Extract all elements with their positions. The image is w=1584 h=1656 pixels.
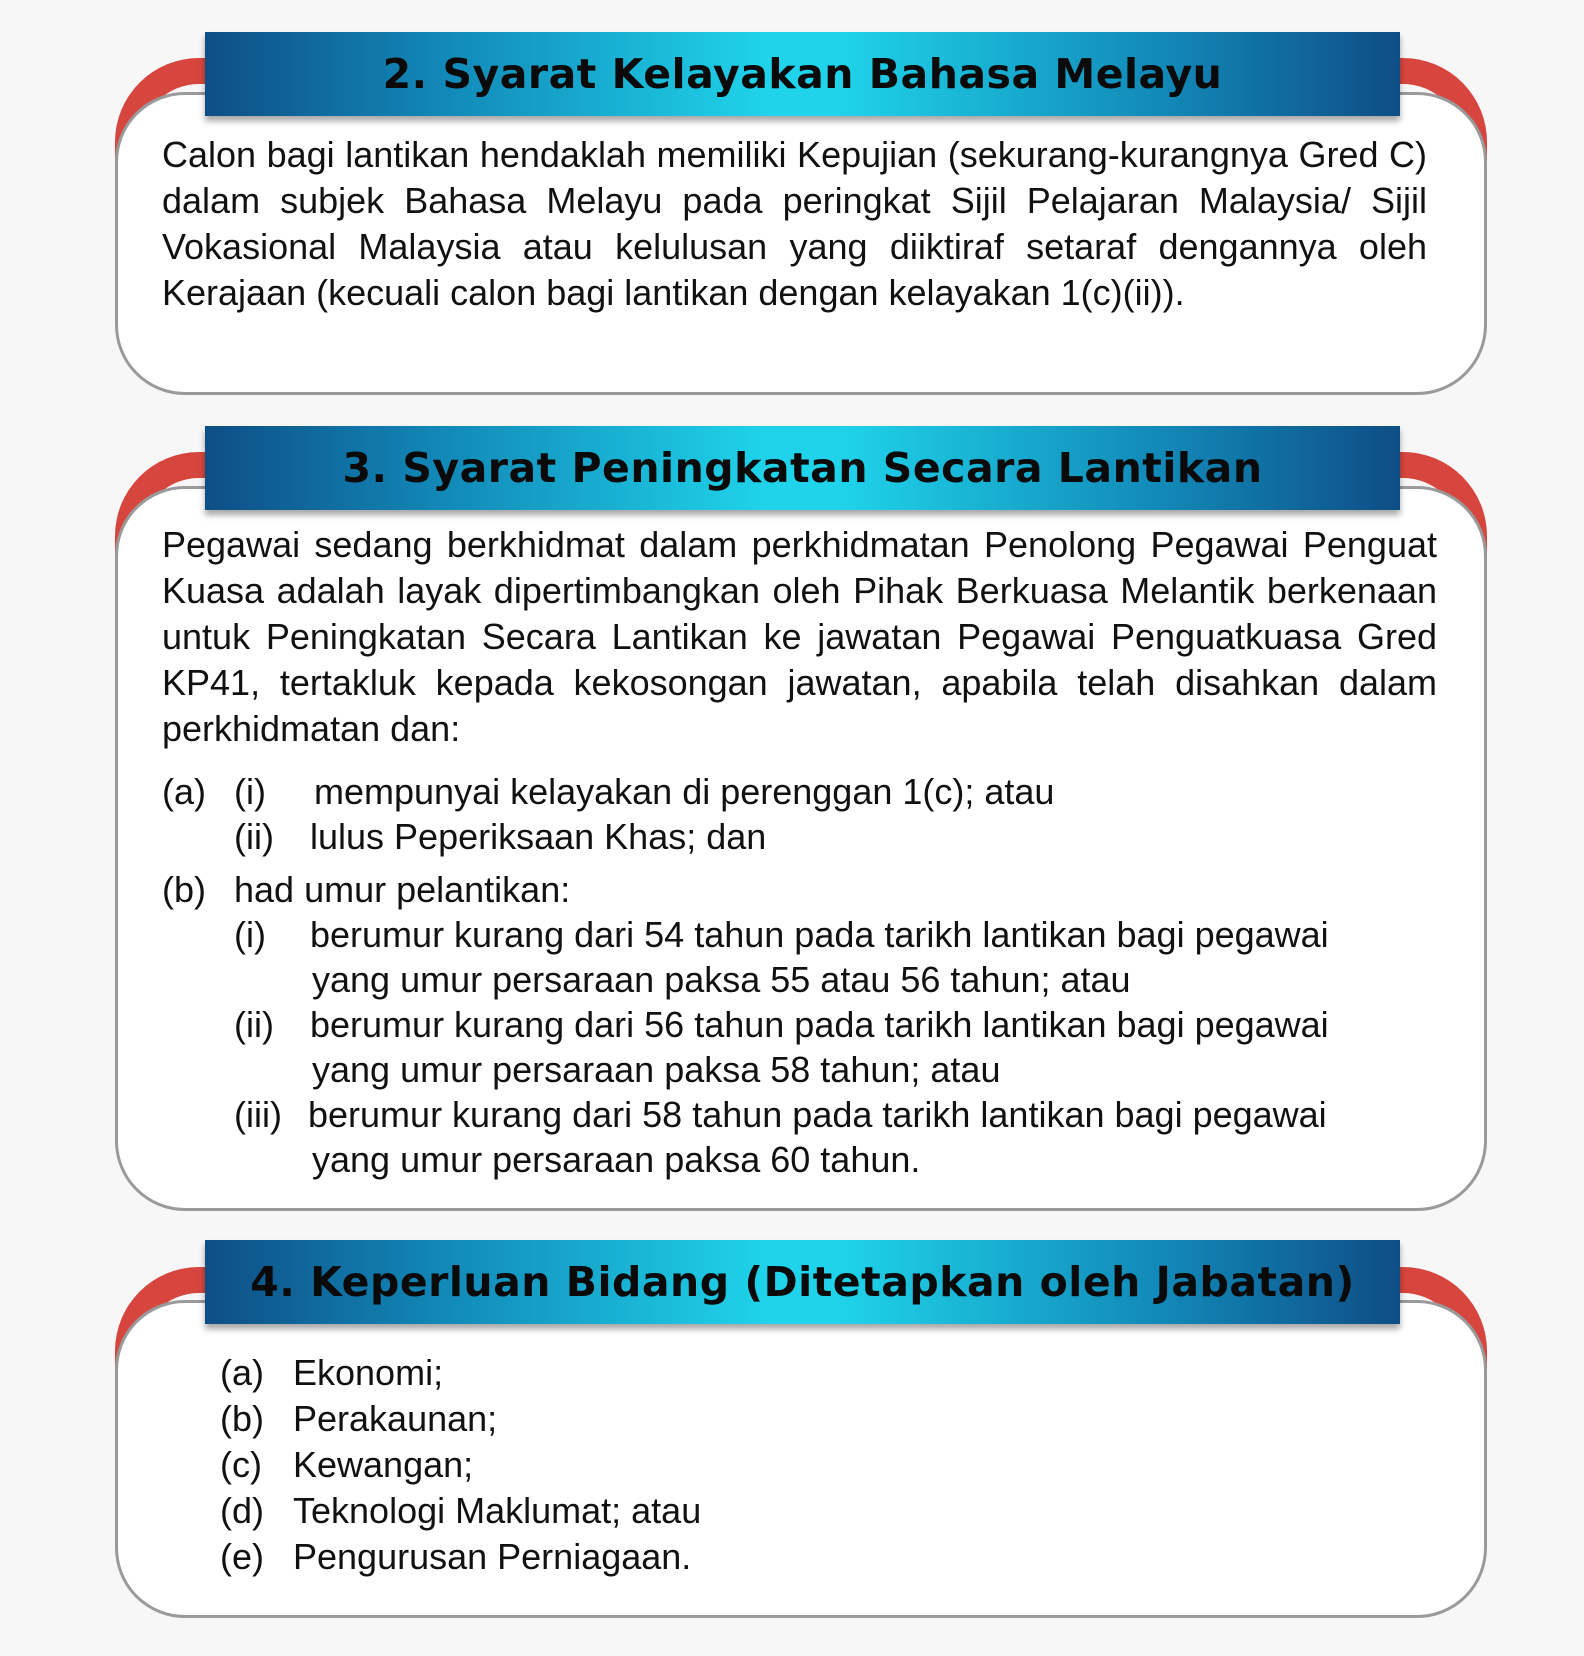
section-banner xyxy=(205,426,1400,510)
section-banner xyxy=(205,1240,1400,1324)
item-label: (ii) xyxy=(234,816,274,857)
section-title: 2. Syarat Kelayakan Bahasa Melayu xyxy=(382,50,1223,98)
item-text: berumur kurang dari 56 tahun pada tarikh lantikan bagi pegawai xyxy=(310,1004,1329,1045)
list-item-text: Perakaunan; xyxy=(293,1398,498,1439)
list-item-label: (b) xyxy=(220,1398,264,1439)
section-intro: Pegawai sedang berkhidmat dalam perkhidmatan Penolong Pegawai Penguat Kuasa adalah layak dipertimbangkan oleh Pihak Berkuasa Melantik berkenaan untuk Peningkatan Secara Lantikan ke jawatan Pegawai Penguatkuasa Gred KP41, tertakluk kepada kekosongan jawatan, apabila telah disahkan dalam perkhidmatan dan: xyxy=(162,524,1437,749)
item-text: yang umur persaraan paksa 55 atau 56 tahun; atau xyxy=(312,959,1131,1000)
item-label: (iii) xyxy=(234,1094,282,1135)
list-item-label: (e) xyxy=(220,1536,264,1577)
item-label: (i) xyxy=(234,771,266,812)
item-label: (ii) xyxy=(234,1004,274,1045)
item-text: mempunyai kelayakan di perenggan 1(c); atau xyxy=(314,771,1055,812)
item-label: (b) xyxy=(162,869,206,910)
item-label: (a) xyxy=(162,771,206,812)
section-banner xyxy=(205,32,1400,116)
list-item-label: (a) xyxy=(220,1352,264,1393)
item-text: yang umur persaraan paksa 58 tahun; atau xyxy=(312,1049,1001,1090)
list-item-label: (d) xyxy=(220,1490,264,1531)
list-item-text: Ekonomi; xyxy=(293,1352,444,1393)
item-text: lulus Peperiksaan Khas; dan xyxy=(310,816,767,857)
list-item-text: Pengurusan Perniagaan. xyxy=(293,1536,692,1577)
section-title: 3. Syarat Peningkatan Secara Lantikan xyxy=(342,444,1263,492)
item-label: (i) xyxy=(234,914,266,955)
list-item-text: Kewangan; xyxy=(293,1444,474,1485)
item-text: berumur kurang dari 54 tahun pada tarikh lantikan bagi pegawai xyxy=(310,914,1329,955)
section-title: 4. Keperluan Bidang (Ditetapkan oleh Jabatan) xyxy=(250,1258,1355,1306)
list-item-label: (c) xyxy=(220,1444,262,1485)
list-item-text: Teknologi Maklumat; atau xyxy=(293,1490,702,1531)
item-text: had umur pelantikan: xyxy=(234,869,571,910)
item-text: yang umur persaraan paksa 60 tahun. xyxy=(312,1139,921,1180)
item-text: berumur kurang dari 58 tahun pada tarikh lantikan bagi pegawai xyxy=(308,1094,1327,1135)
section-body: Calon bagi lantikan hendaklah memiliki Kepujian (sekurang-kurangnya Gred C) dalam subjek Bahasa Melayu pada peringkat Sijil Pelajaran Malaysia/ Sijil Vokasional Malaysia atau kelulusan yang diiktiraf setaraf dengannya oleh Kerajaan (kecuali calon bagi lantikan dengan kelayakan 1(c)(ii)). xyxy=(162,134,1427,313)
